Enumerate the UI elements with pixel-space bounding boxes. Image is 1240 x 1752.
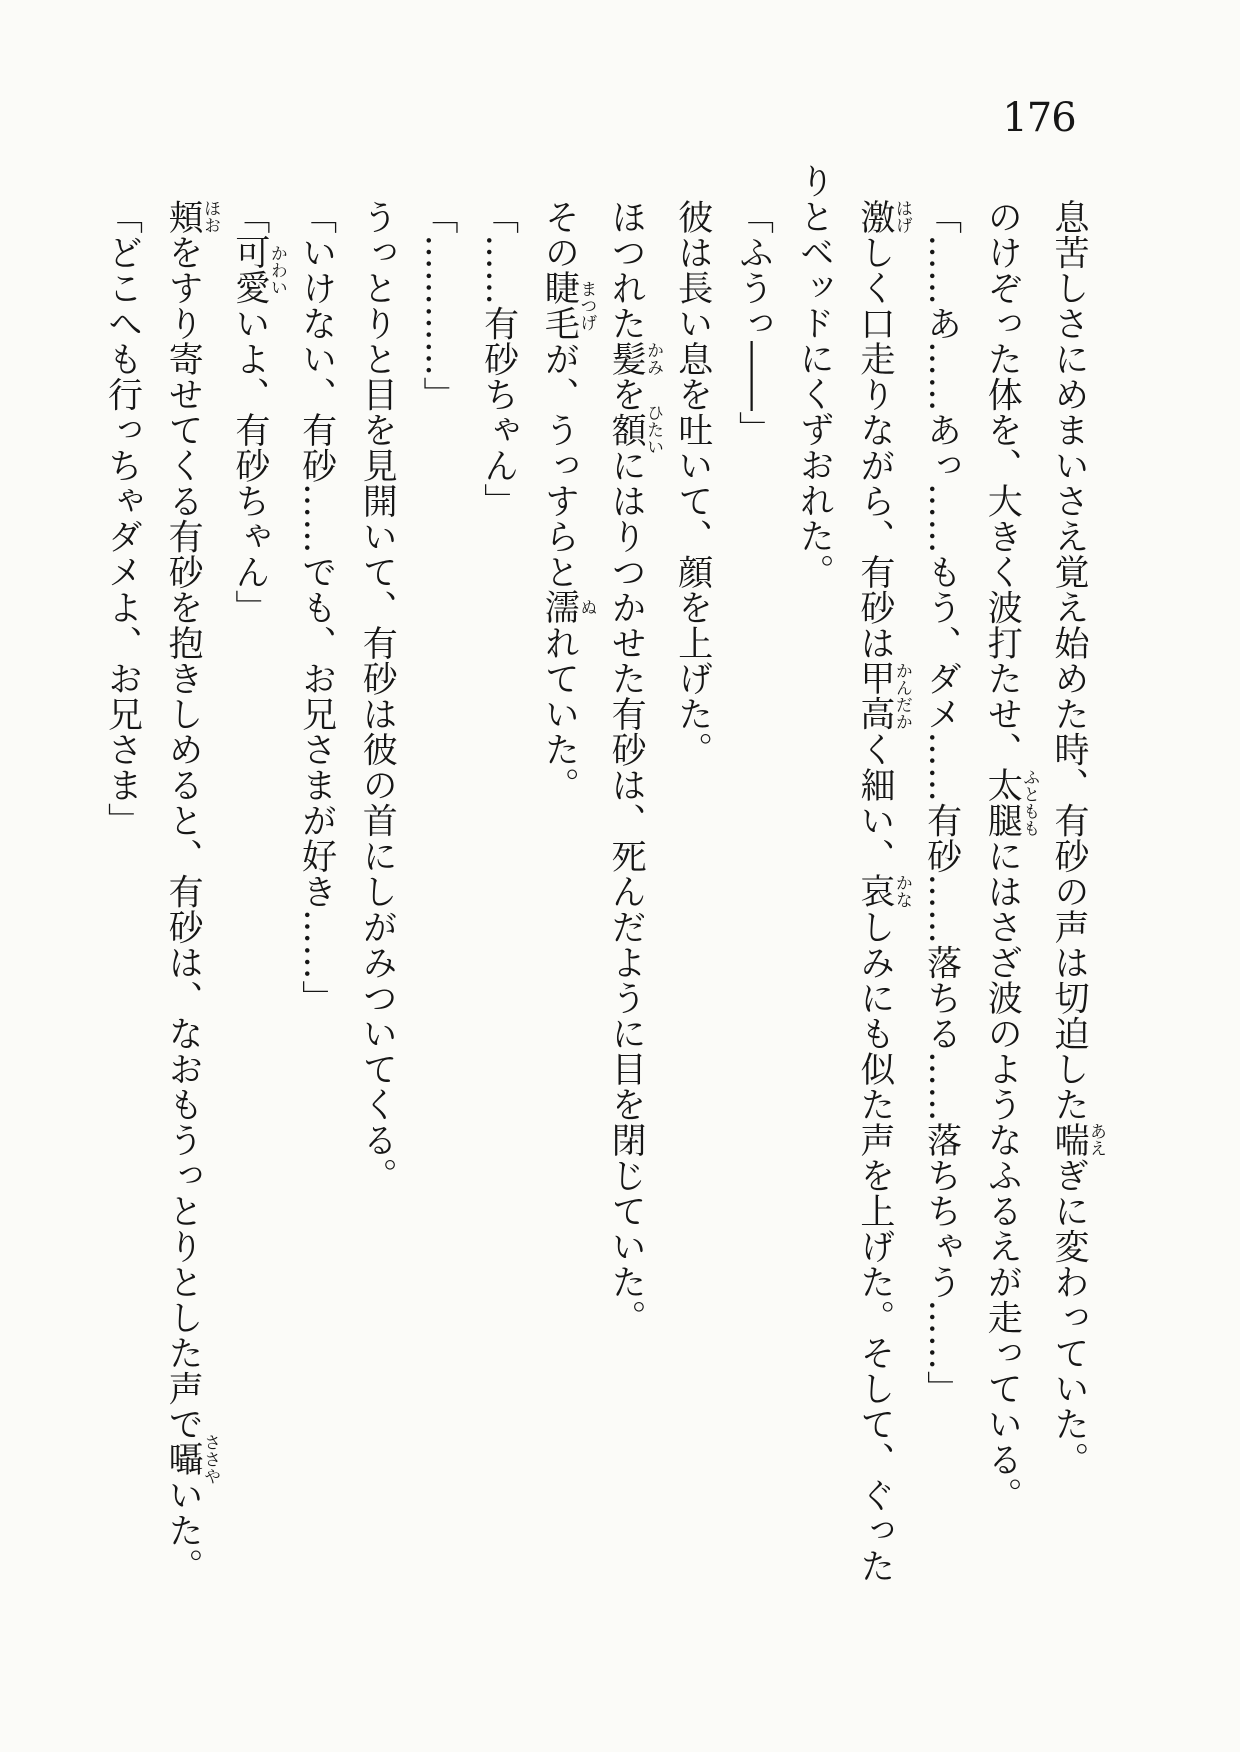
furigana: 髪かみ <box>606 340 664 376</box>
furigana-reading: あえ <box>1086 1121 1106 1157</box>
paragraph: 「ふうっ――」 <box>733 198 774 446</box>
long-dash: ―― <box>733 340 774 411</box>
paragraph: 激はげしく口走りながら、有砂は甲高かんだかく細い、哀かなしみにも似た声を上げた。そして、ぐったりとベッドにくずおれた。 <box>794 163 912 1583</box>
furigana-reading: かわい <box>266 234 287 305</box>
paragraph: 頬ほおをすり寄せてくる有砂を抱きしめると、有砂は、なおもうっとりとした声で囁ささやいた。 <box>163 198 221 1583</box>
furigana-reading: ふともも <box>1019 766 1040 838</box>
paragraph: 彼は長い息を吐いて、顔を上げた。 <box>672 198 713 767</box>
furigana: 哀かな <box>854 873 912 909</box>
furigana-reading: ほお <box>200 198 221 234</box>
body-text <box>92 163 1105 1583</box>
furigana-reading: まつげ <box>576 269 597 341</box>
furigana: 頬ほお <box>163 198 221 234</box>
furigana: 激はげ <box>854 198 912 234</box>
furigana: 喘あえ <box>1049 1121 1106 1157</box>
paragraph: 「可愛かわいいよ、有砂ちゃん」 <box>229 198 287 625</box>
paragraph: 「…………」 <box>417 198 458 412</box>
furigana-reading: ぬ <box>576 589 597 625</box>
furigana: 甲高かんだか <box>854 660 912 731</box>
paragraph: 「……あ……あっ……もう、ダメ……有砂……落ちる……落ちちゃう……」 <box>921 198 962 1406</box>
paragraph: のけぞった体を、大きく波打たせ、太腿ふとももにはさざ波のようなふるえが走っている。 <box>982 198 1040 1512</box>
furigana-reading: はげ <box>891 198 912 234</box>
paragraph: その睫毛まつげが、うっすらと濡ぬれていた。 <box>539 198 597 802</box>
furigana: 太腿ふともも <box>982 766 1040 838</box>
furigana: 濡ぬ <box>539 589 597 625</box>
furigana: 可愛かわい <box>229 234 287 305</box>
furigana-reading: かみ <box>643 340 664 376</box>
furigana: 囁ささや <box>163 1433 221 1485</box>
paragraph: うっとりと目を見開いて、有砂は彼の首にしがみついてくる。 <box>357 198 398 1193</box>
furigana-reading: ひたい <box>643 403 664 455</box>
paragraph: 「どこへも行っちゃダメよ、お兄さま」 <box>102 198 143 838</box>
furigana: 睫毛まつげ <box>539 269 597 341</box>
paragraph: 「……有砂ちゃん」 <box>478 198 519 518</box>
page-number: 176 <box>1002 95 1076 141</box>
furigana-reading: かんだか <box>891 660 912 731</box>
furigana-reading: かな <box>891 873 912 909</box>
paragraph: ほつれた髪かみを額ひたいにはりつかせた有砂は、死んだように目を閉じていた。 <box>606 198 664 1335</box>
furigana-reading: ささや <box>200 1433 221 1485</box>
furigana: 額ひたい <box>606 403 664 455</box>
paragraph: 息苦しさにめまいさえ覚え始めた時、有砂の声は切迫した喘あえぎに変わっていた。 <box>1049 198 1106 1477</box>
paragraph: 「いけない、有砂……でも、お兄さまが好き……」 <box>296 198 337 1015</box>
